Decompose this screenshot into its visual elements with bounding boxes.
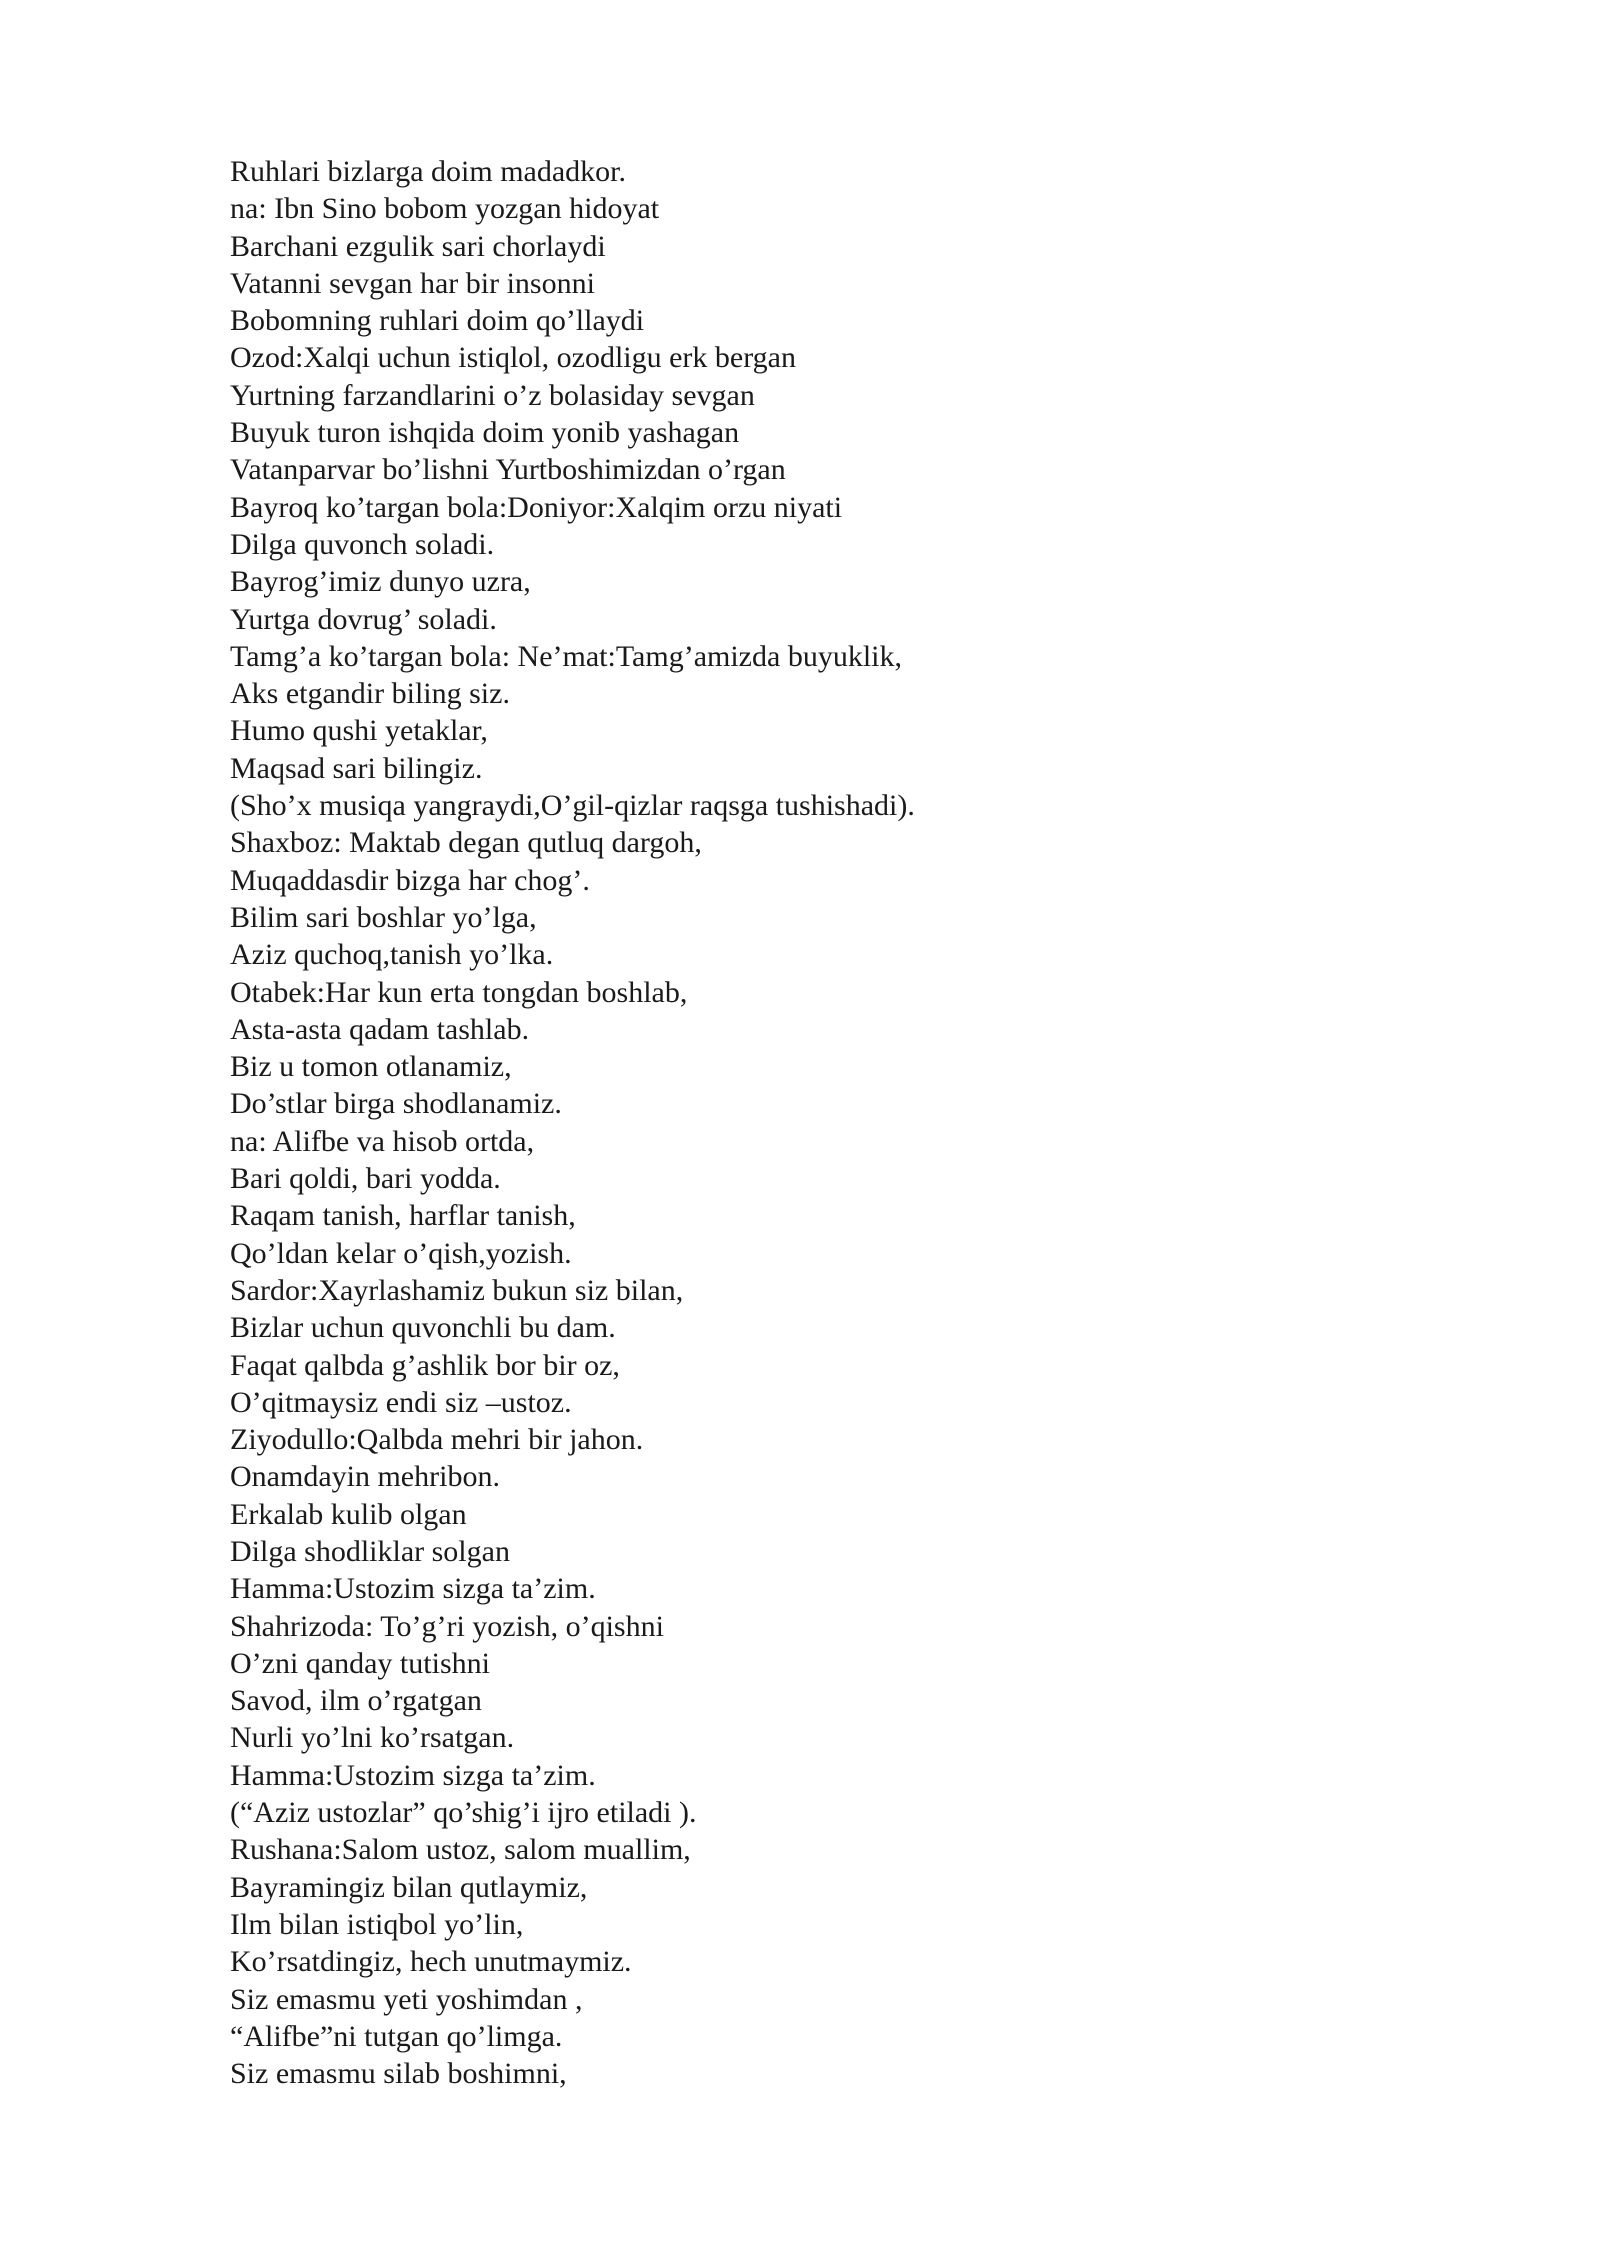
text-line: Bizlar uchun quvonchli bu dam. xyxy=(230,1311,616,1345)
text-line: Dilga quvonch soladi. xyxy=(230,527,495,561)
text-line: Ko’rsatdingiz, hech unutmaymiz. xyxy=(230,1945,632,1979)
text-line: Buyuk turon ishqida doim yonib yashagan xyxy=(230,416,740,450)
text-line: Bobomning ruhlari doim qo’llaydi xyxy=(230,304,645,338)
text-line: Erkalab kulib olgan xyxy=(230,1497,467,1531)
text-line: Vatanni sevgan har bir insonni xyxy=(230,266,595,300)
text-line: Onamdayin mehribon. xyxy=(230,1460,500,1494)
text-line: Raqam tanish, harflar tanish, xyxy=(230,1199,576,1233)
text-line: na: Ibn Sino bobom yozgan hidoyat xyxy=(230,192,660,226)
text-line: Aziz quchoq,tanish yo’lka. xyxy=(230,938,554,972)
text-line: Bilim sari boshlar yo’lga, xyxy=(230,900,537,934)
poem-text-block xyxy=(230,153,1430,2092)
text-line: Nurli yo’lni ko’rsatgan. xyxy=(230,1721,515,1755)
text-line: Bari qoldi, bari yodda. xyxy=(230,1162,501,1196)
text-line: Siz emasmu silab boshimni, xyxy=(230,2057,567,2091)
text-line: Vatanparvar bo’lishni Yurtboshimizdan o’rgan xyxy=(230,453,786,487)
text-line: Hamma:Ustozim sizga ta’zim. xyxy=(230,1758,596,1792)
text-line: Siz emasmu yeti yoshimdan , xyxy=(230,1982,583,2016)
text-line: Asta-asta qadam tashlab. xyxy=(230,1012,530,1046)
text-line: Hamma:Ustozim sizga ta’zim. xyxy=(230,1572,596,1606)
text-line: Yurtning farzandlarini o’z bolasiday sevgan xyxy=(230,378,755,412)
text-line: Maqsad sari bilingiz. xyxy=(230,751,483,785)
text-line: Bayroq ko’targan bola:Doniyor:Xalqim orzu niyati xyxy=(230,490,843,524)
text-line: Sardor:Xayrlashamiz bukun siz bilan, xyxy=(230,1273,684,1307)
text-line: Do’stlar birga shodlanamiz. xyxy=(230,1087,562,1121)
text-line: Rushana:Salom ustoz, salom muallim, xyxy=(230,1833,691,1867)
text-line: Ilm bilan istiqbol yo’lin, xyxy=(230,1907,524,1941)
text-line: Shaxboz: Maktab degan qutluq dargoh, xyxy=(230,826,702,860)
text-line: Tamg’a ko’targan bola: Ne’mat:Tamg’amizda buyuklik, xyxy=(230,639,902,673)
text-line: Barchani ezgulik sari chorlaydi xyxy=(230,229,606,263)
text-line: Yurtga dovrug’ soladi. xyxy=(230,602,497,636)
text-line: Shahrizoda: To’g’ri yozish, o’qishni xyxy=(230,1609,664,1643)
text-line: Ozod:Xalqi uchun istiqlol, ozodligu erk bergan xyxy=(230,341,797,375)
text-line: Ziyodullo:Qalbda mehri bir jahon. xyxy=(230,1423,644,1457)
text-line: Bayramingiz bilan qutlaymiz, xyxy=(230,1870,588,1904)
text-line: (“Aziz ustozlar” qo’shig’i ijro etiladi ). xyxy=(230,1796,697,1830)
text-line: Biz u tomon otlanamiz, xyxy=(230,1050,512,1084)
text-line: Otabek:Har kun erta tongdan boshlab, xyxy=(230,975,688,1009)
text-line: Bayrog’imiz dunyo uzra, xyxy=(230,565,531,599)
text-line: Dilga shodliklar solgan xyxy=(230,1534,510,1568)
text-line: (Sho’x musiqa yangraydi,O’gil-qizlar raqsga tushishadi). xyxy=(230,789,915,823)
text-line: Aks etgandir biling siz. xyxy=(230,677,510,711)
text-line: Qo’ldan kelar o’qish,yozish. xyxy=(230,1236,572,1270)
text-line: Ruhlari bizlarga doim madadkor. xyxy=(230,155,627,188)
text-line: Muqaddasdir bizga har chog’. xyxy=(230,863,590,897)
text-line: Humo qushi yetaklar, xyxy=(230,714,488,748)
text-line: na: Alifbe va hisob ortda, xyxy=(230,1124,535,1158)
text-line: Savod, ilm o’rgatgan xyxy=(230,1684,482,1718)
text-line: “Alifbe”ni tutgan qo’limga. xyxy=(230,2019,563,2053)
text-line: O’zni qanday tutishni xyxy=(230,1646,490,1680)
text-line: Faqat qalbda g’ashlik bor bir oz, xyxy=(230,1348,620,1382)
text-line: O’qitmaysiz endi siz –ustoz. xyxy=(230,1385,572,1419)
